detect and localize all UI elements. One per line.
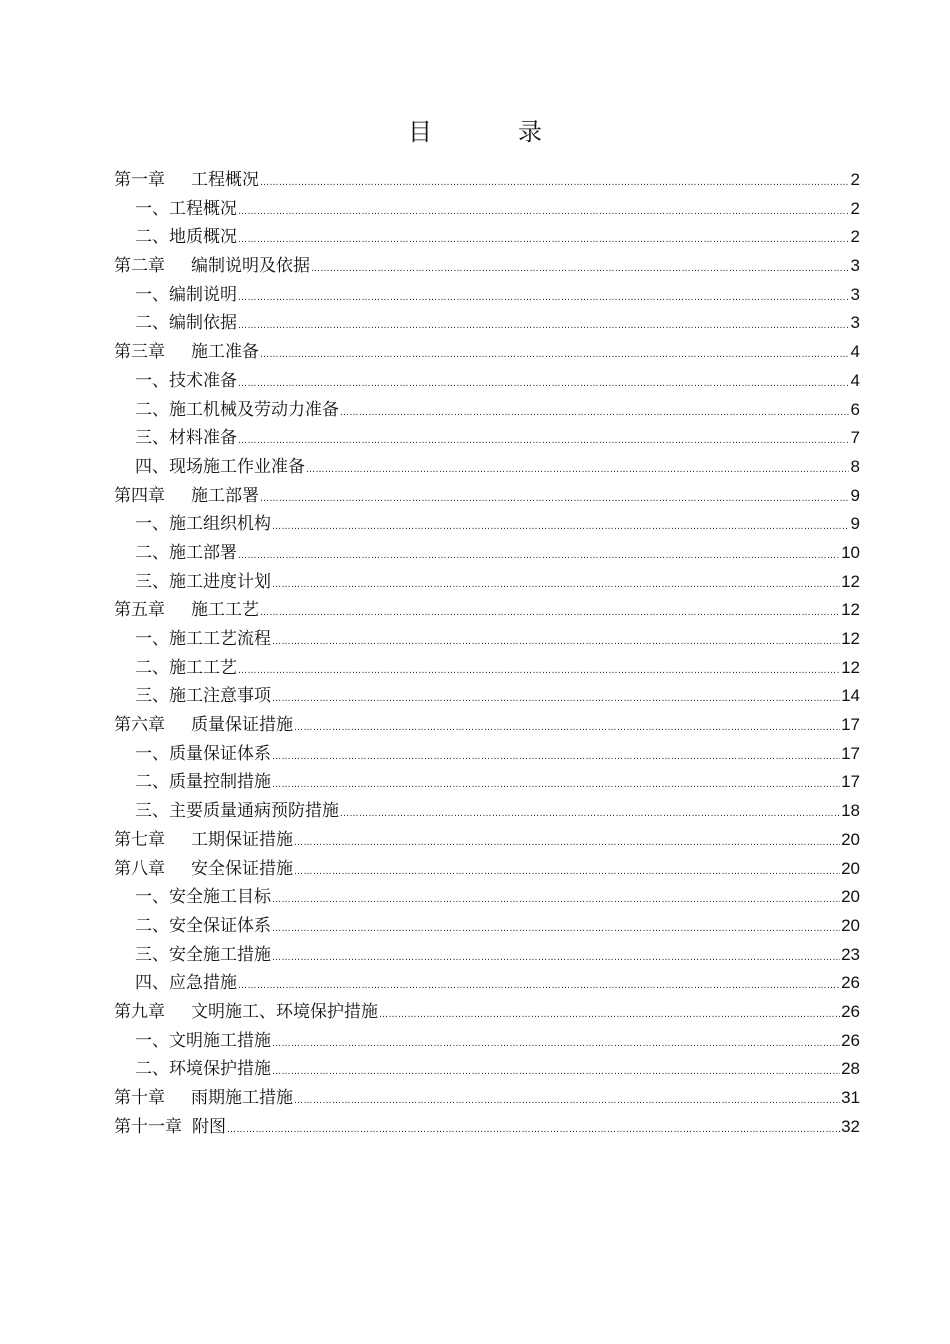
dot-leader — [272, 510, 849, 542]
toc-chapter-number: 第三章 — [114, 342, 165, 363]
toc-entry-label — [135, 740, 271, 769]
toc-page-number: 26 — [841, 1001, 860, 1021]
toc-section-entry[interactable] — [114, 768, 860, 797]
toc-page-number: 26 — [841, 1030, 860, 1050]
dot-leader — [272, 941, 840, 973]
toc-section-entry[interactable] — [114, 654, 860, 683]
toc-chapter-entry[interactable] — [114, 338, 860, 367]
toc-section-entry[interactable] — [114, 941, 860, 970]
dot-leader — [272, 625, 840, 657]
dot-leader — [340, 396, 849, 428]
dot-leader — [260, 338, 849, 370]
toc-title-left: 目 — [408, 118, 432, 146]
toc-entry-text: 二、地质概况 — [135, 227, 237, 248]
toc-entry-label — [135, 424, 237, 453]
toc-entry-label — [135, 654, 237, 683]
toc-entry-text: 工期保证措施 — [191, 829, 293, 850]
dot-leader — [294, 1084, 840, 1116]
dot-leader — [294, 855, 840, 887]
dot-leader — [260, 166, 849, 198]
toc-entry-text: 一、安全施工目标 — [135, 887, 271, 908]
toc-entry-text: 施工准备 — [191, 342, 259, 363]
toc-entry-text: 二、编制依据 — [135, 313, 237, 334]
dot-leader — [272, 568, 840, 600]
toc-page-number: 7 — [850, 428, 860, 448]
toc-section-entry[interactable] — [114, 510, 860, 539]
dot-leader — [379, 998, 840, 1030]
toc-page-number: 6 — [850, 399, 860, 419]
toc-entry-label — [135, 396, 339, 425]
toc-section-entry[interactable] — [114, 539, 860, 568]
toc-page-number: 20 — [841, 858, 860, 878]
toc-entry-label — [114, 855, 293, 884]
toc-page-number: 17 — [841, 743, 860, 763]
toc-chapter-number: 第十一章 — [114, 1116, 182, 1137]
toc-entry-label — [135, 625, 271, 654]
toc-entry-text: 雨期施工措施 — [191, 1088, 293, 1108]
toc-list — [114, 166, 860, 1141]
toc-section-entry[interactable] — [114, 912, 860, 941]
toc-section-entry[interactable] — [114, 281, 860, 310]
toc-section-entry[interactable] — [114, 1027, 860, 1056]
toc-section-entry[interactable] — [114, 568, 860, 597]
toc-page-number: 17 — [841, 715, 860, 735]
toc-page-number: 9 — [850, 514, 860, 534]
toc-page-number: 20 — [841, 915, 860, 935]
toc-page-number: 32 — [841, 1116, 860, 1136]
dot-leader — [272, 1027, 840, 1059]
toc-entry-label — [135, 797, 339, 826]
toc-page-number: 4 — [850, 342, 860, 362]
toc-entry-text: 二、安全保证体系 — [135, 915, 271, 936]
toc-entry-text: 二、质量控制措施 — [135, 772, 271, 793]
toc-section-entry[interactable] — [114, 195, 860, 224]
toc-entry-label — [135, 941, 271, 970]
toc-entry-text: 质量保证措施 — [191, 715, 293, 736]
toc-entry-label — [114, 482, 259, 511]
toc-page-number: 12 — [841, 629, 860, 648]
toc-chapter-number: 第九章 — [114, 1001, 165, 1022]
toc-entry-label — [135, 682, 271, 711]
dot-leader — [238, 424, 849, 456]
toc-page-number: 3 — [850, 284, 860, 304]
toc-page-number: 2 — [850, 170, 860, 189]
dot-leader — [311, 252, 849, 284]
toc-page-number: 17 — [841, 772, 860, 792]
toc-chapter-number: 第八章 — [114, 858, 165, 879]
toc-chapter-number: 第六章 — [114, 715, 165, 736]
toc-page-number: 8 — [850, 456, 860, 476]
toc-entry-text: 三、施工注意事项 — [135, 686, 271, 707]
toc-entry-label — [135, 768, 271, 797]
dot-leader — [272, 740, 840, 772]
dot-leader — [238, 969, 840, 1001]
toc-entry-label — [114, 1113, 226, 1142]
toc-entry-label — [135, 883, 271, 912]
toc-chapter-number: 第五章 — [114, 600, 165, 621]
dot-leader — [306, 453, 849, 485]
toc-section-entry[interactable] — [114, 1055, 860, 1084]
toc-entry-text: 二、施工机械及劳动力准备 — [135, 399, 339, 420]
toc-entry-text: 文明施工、环境保护措施 — [191, 1001, 378, 1022]
toc-chapter-entry[interactable] — [114, 826, 860, 855]
toc-entry-label — [135, 195, 237, 224]
toc-chapter-entry[interactable] — [114, 855, 860, 884]
toc-page-number: 14 — [841, 686, 860, 706]
toc-section-entry[interactable] — [114, 969, 860, 998]
toc-chapter-entry[interactable] — [114, 166, 860, 195]
toc-entry-text: 四、现场施工作业准备 — [135, 456, 305, 477]
dot-leader — [272, 1055, 840, 1087]
toc-page-number: 26 — [841, 973, 860, 993]
toc-entry-label — [135, 539, 237, 568]
dot-leader — [238, 654, 840, 686]
toc-page-number: 20 — [841, 829, 860, 849]
dot-leader — [238, 539, 840, 571]
toc-section-entry[interactable] — [114, 797, 860, 826]
toc-entry-text: 二、施工工艺 — [135, 657, 237, 678]
toc-entry-label — [114, 166, 259, 195]
dot-leader — [260, 596, 840, 628]
toc-entry-label — [114, 596, 259, 625]
toc-entry-text: 施工工艺 — [191, 600, 259, 621]
toc-entry-text: 三、材料准备 — [135, 428, 237, 449]
toc-entry-text: 一、施工工艺流程 — [135, 629, 271, 649]
toc-section-entry[interactable] — [114, 309, 860, 338]
toc-section-entry[interactable] — [114, 453, 860, 482]
toc-entry-text: 一、文明施工措施 — [135, 1030, 271, 1051]
toc-page-number: 2 — [850, 198, 860, 218]
toc-entry-text: 一、施工组织机构 — [135, 514, 271, 535]
toc-chapter-number: 第七章 — [114, 829, 165, 850]
dot-leader — [294, 826, 840, 858]
toc-chapter-entry[interactable] — [114, 596, 860, 625]
toc-section-entry[interactable] — [114, 424, 860, 453]
dot-leader — [238, 281, 849, 313]
toc-page-number: 23 — [841, 944, 860, 964]
toc-page-number: 4 — [850, 370, 860, 390]
toc-entry-label — [135, 912, 271, 941]
toc-entry-text: 一、质量保证体系 — [135, 743, 271, 764]
toc-section-entry[interactable] — [114, 740, 860, 769]
toc-section-entry[interactable] — [114, 883, 860, 912]
dot-leader — [238, 195, 849, 227]
toc-entry-label — [114, 711, 293, 740]
toc-entry-label — [114, 338, 259, 367]
dot-leader — [294, 711, 840, 743]
dot-leader — [272, 883, 840, 915]
toc-section-entry[interactable] — [114, 625, 860, 654]
toc-page-number: 2 — [850, 227, 860, 247]
toc-page-number: 9 — [850, 485, 860, 505]
toc-page-number: 12 — [841, 600, 860, 620]
dot-leader — [238, 367, 849, 399]
toc-page-number: 28 — [841, 1059, 860, 1079]
toc-chapter-number: 第一章 — [114, 170, 165, 190]
toc-entry-text: 二、施工部署 — [135, 542, 237, 563]
toc-chapter-entry[interactable] — [114, 1113, 860, 1142]
toc-chapter-entry[interactable] — [114, 482, 860, 511]
toc-section-entry[interactable] — [114, 682, 860, 711]
toc-entry-label — [135, 309, 237, 338]
toc-entry-label — [135, 1055, 271, 1084]
toc-entry-text: 二、环境保护措施 — [135, 1059, 271, 1080]
toc-entry-label — [135, 969, 237, 998]
toc-entry-label — [135, 367, 237, 396]
toc-chapter-entry[interactable] — [114, 711, 860, 740]
toc-entry-label — [114, 1084, 293, 1113]
toc-title-right: 录 — [518, 118, 542, 146]
toc-entry-text: 工程概况 — [191, 170, 259, 190]
toc-page-number: 20 — [841, 887, 860, 907]
toc-entry-label — [114, 998, 378, 1027]
dot-leader — [227, 1113, 840, 1145]
toc-entry-text: 编制说明及依据 — [191, 256, 310, 277]
toc-chapter-number: 第十章 — [114, 1088, 165, 1108]
toc-entry-label — [114, 252, 310, 281]
toc-entry-text: 一、技术准备 — [135, 370, 237, 391]
toc-entry-text: 附图 — [192, 1116, 226, 1137]
toc-entry-text: 一、工程概况 — [135, 198, 237, 219]
toc-chapter-entry[interactable] — [114, 1084, 860, 1113]
toc-entry-text: 四、应急措施 — [135, 973, 237, 994]
toc-entry-label — [135, 281, 237, 310]
toc-chapter-number: 第四章 — [114, 485, 165, 506]
toc-page-number: 12 — [841, 571, 860, 591]
toc-entry-text: 三、施工进度计划 — [135, 571, 271, 592]
dot-leader — [260, 482, 849, 514]
toc-page-number: 3 — [850, 256, 860, 276]
toc-entry-label — [135, 223, 237, 252]
toc-entry-text: 施工部署 — [191, 485, 259, 506]
toc-chapter-number: 第二章 — [114, 256, 165, 277]
dot-leader — [272, 768, 840, 800]
toc-entry-text: 安全保证措施 — [191, 858, 293, 879]
toc-section-entry[interactable] — [114, 367, 860, 396]
toc-entry-label — [114, 826, 293, 855]
toc-entry-label — [135, 1027, 271, 1056]
dot-leader — [340, 797, 840, 829]
dot-leader — [272, 912, 840, 944]
toc-section-entry[interactable] — [114, 223, 860, 252]
dot-leader — [238, 309, 849, 341]
toc-page-number: 12 — [841, 657, 860, 677]
dot-leader — [272, 682, 840, 714]
toc-entry-text: 三、主要质量通病预防措施 — [135, 801, 339, 822]
toc-page-number: 10 — [841, 542, 860, 562]
toc-page-number: 3 — [850, 313, 860, 333]
dot-leader — [238, 223, 849, 255]
toc-entry-text: 一、编制说明 — [135, 284, 237, 305]
toc-page-number: 18 — [841, 801, 860, 821]
toc-chapter-entry[interactable] — [114, 252, 860, 281]
toc-entry-label — [135, 568, 271, 597]
toc-entry-label — [135, 453, 305, 482]
toc-chapter-entry[interactable] — [114, 998, 860, 1027]
toc-page-number: 31 — [841, 1088, 860, 1107]
toc-entry-text: 三、安全施工措施 — [135, 944, 271, 965]
toc-section-entry[interactable] — [114, 396, 860, 425]
toc-entry-label — [135, 510, 271, 539]
toc-title — [0, 114, 950, 150]
